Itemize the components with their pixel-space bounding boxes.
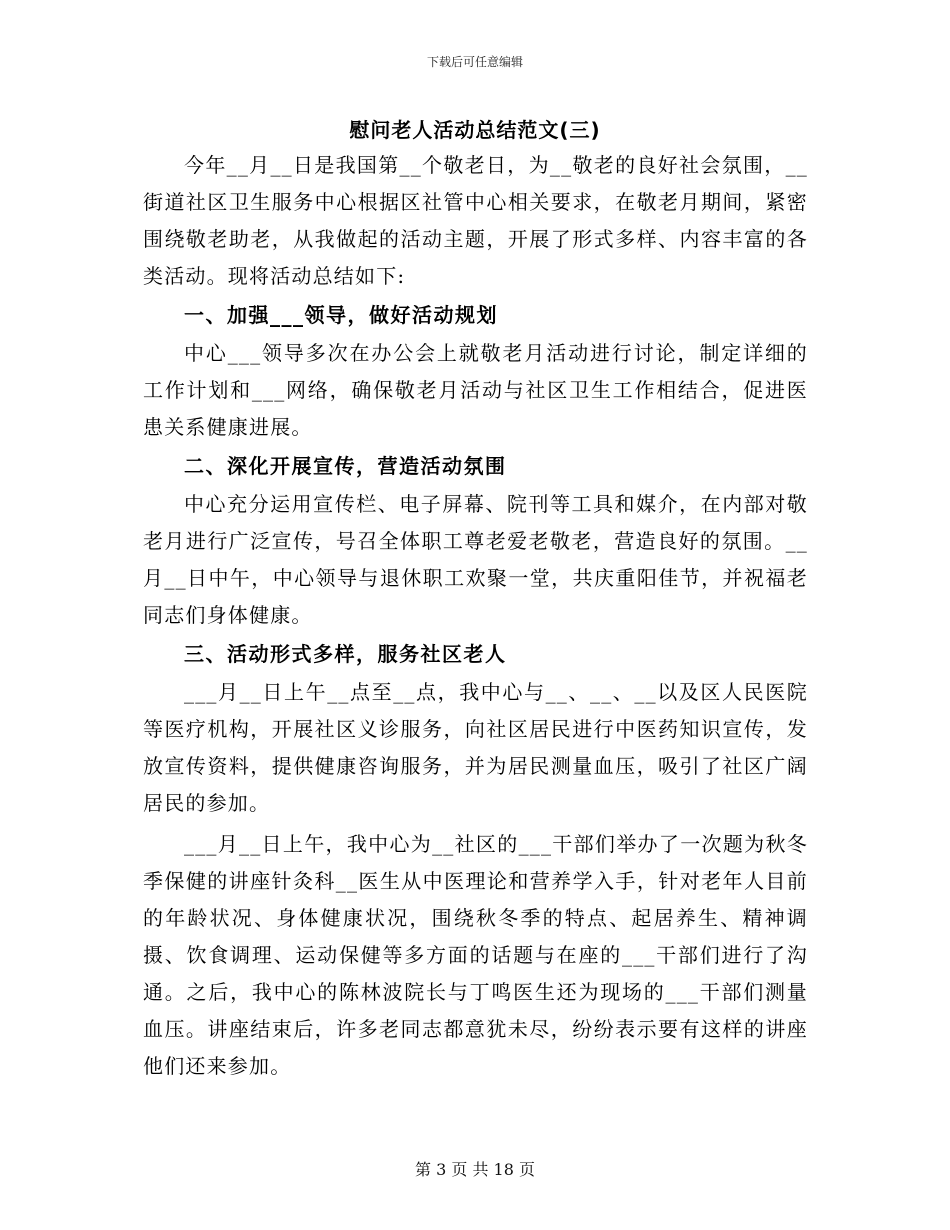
page-header-note: 下载后可任意编辑: [426, 55, 523, 69]
section-2-paragraph-1: 中心充分运用宣传栏、电子屏幕、院刊等工具和媒介，在内部对敬老月进行广泛宣传，号召全体职工尊老爱老敬老，营造良好的氛围。__月__日中午，中心领导与退休职工欢聚一堂，共庆重阳佳节，并祝福老同志们身体健康。: [143, 492, 808, 627]
document-title: 慰问老人活动总结范文(三): [349, 118, 601, 142]
document-body: [143, 147, 808, 1085]
section-heading-1: 一、加强___领导，做好活动规划: [184, 303, 498, 327]
section-1-paragraph-1: 中心___领导多次在办公会上就敬老月活动进行讨论，制定详细的工作计划和___网络，确保敬老月活动与社区卫生工作相结合，促进医患关系健康进展。: [143, 341, 808, 439]
page-number-footer: 第 3 页 共 18 页: [415, 1160, 535, 1179]
section-heading-3: 三、活动形式多样，服务社区老人: [184, 642, 507, 666]
section-3-paragraph-1: ___月__日上午__点至__点，我中心与__、__、__以及区人民医院等医疗机构，开展社区义诊服务，向社区居民进行中医药知识宣传，发放宣传资料，提供健康咨询服务，并为居民测量血压，吸引了社区广阔居民的参加。: [143, 680, 808, 815]
section-3-paragraph-2: ___月__日上午，我中心为__社区的___干部们举办了一次题为秋冬季保健的讲座针灸科__医生从中医理论和营养学入手，针对老年人目前的年龄状况、身体健康状况，围绕秋冬季的特点、起居养生、精神调摄、饮食调理、运动保健等多方面的话题与在座的___干部们进行了沟通。之后，我中心的陈林波院长与丁鸣医生还为现场的___干部们测量血压。讲座结束后，许多老同志都意犹未尽，纷纷表示要有这样的讲座他们还来参加。: [143, 832, 808, 1078]
section-heading-2: 二、深化开展宣传，营造活动氛围: [184, 454, 507, 478]
intro-paragraph: 今年__月__日是我国第__个敬老日，为__敬老的良好社会氛围，__街道社区卫生服务中心根据区社管中心相关要求，在敬老月期间，紧密围绕敬老助老，从我做起的活动主题，开展了形式多样、内容丰富的各类活动。现将活动总结如下:: [143, 153, 808, 288]
